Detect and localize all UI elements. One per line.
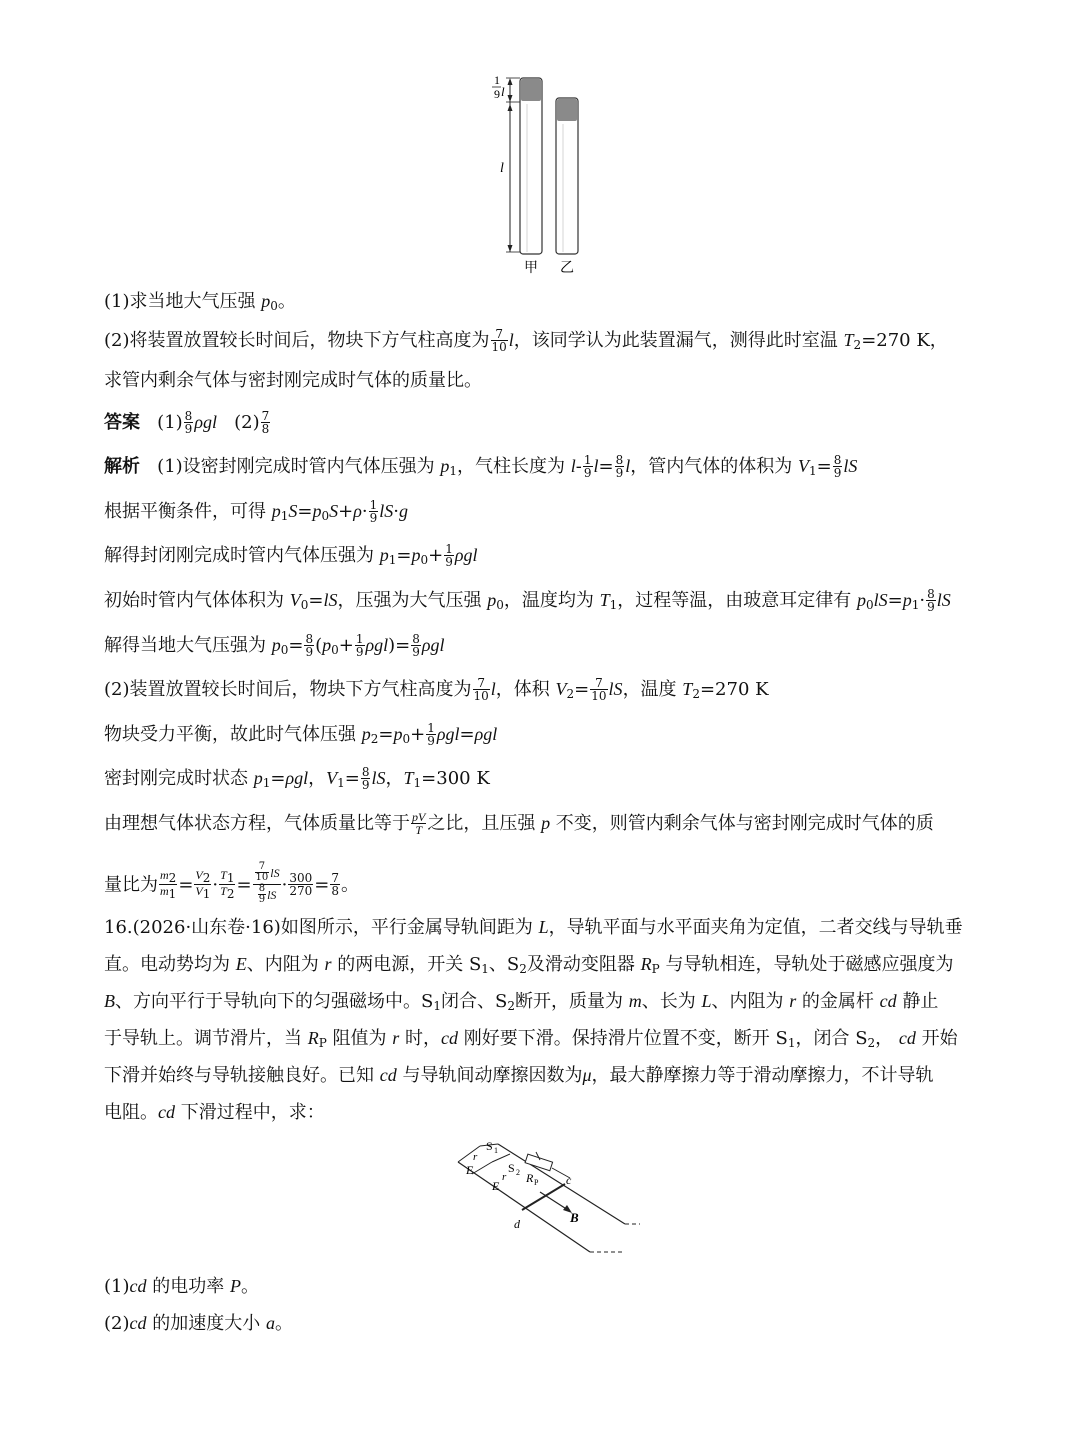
analysis-line-9: 由理想气体状态方程，气体质量比等于 $\frac{pV}{T}$ 之比，且压强 p 不变，则管内剩余气体与密封刚完成时气体的质 [104,809,934,837]
fig2-r1: r [473,1151,478,1163]
q16-line-4: 于导轨上。调节滑片，当 $R_P$ 阻值为 r 时，cd 刚好要下滑。保持滑片位置不变，断开 $S_1$，闭合 $S_2$， cd 开始 [104,1028,958,1050]
analysis-line-8: 密封刚完成时状态 $p_1=\rho gl$，$V_1=$ $\frac{8}{9}$ lS，$T_1=300$ K [104,764,490,792]
fig2-E2: E [492,1179,500,1193]
fig2-r2: r [502,1171,507,1183]
label-l-small: l [501,84,505,99]
label-yi: 乙 [560,260,574,276]
fig2-S1: S [486,1139,493,1153]
label-jia: 甲 [524,260,538,276]
fig2-S1-sub: 1 [494,1146,498,1155]
question-1: (1)求当地大气压强 $p_0$。 [104,291,296,313]
fig2-d: d [514,1217,520,1231]
analysis-line-1: 解析 (1)设密封刚完成时管内气体压强为 $p_1$，气柱长度为 l- $\frac{1}{9}$ l= $\frac{8}{9}$ l，管内气体的体积为 $V_1=$ $\frac{8}{9}$ lS [104,452,858,480]
tube-figure [480,70,600,280]
analysis-label: 解析 [104,456,140,477]
q16-sub-2: (2)cd 的加速度大小 a。 [104,1313,293,1334]
analysis-line-10: 量比为 $\frac{m_2}{m_1}$ = $\frac{V_2}{V_1}$ · $\frac{T_1}{T_2}$ = $\frac{7}{10}$ lS $\frac{8}{9}$ lS · $\frac{300}{270}$ = $\frac{7}{8}$ 。 [104,861,359,905]
label-frac-num: 1 [494,73,500,87]
fig2-R: R [526,1171,534,1185]
analysis-line-4: 初始时管内气体体积为 $V_0=lS$，压强为大气压强 $p_0$，温度均为 $T_1$，过程等温，由玻意耳定律有 $p_0lS=p_1\cdot$ $\frac{8}{9}$ lS [104,586,951,614]
analysis-line-6: (2)装置放置较长时间后，物块下方气柱高度为 $\frac{7}{10}$ l，体积 $V_2=$ $\frac{7}{10}$ lS，温度 $T_2=270$ K [104,675,769,703]
q16-sub-1: (1)cd 的电功率 P。 [104,1276,259,1297]
label-frac-den: 9 [494,87,500,101]
question-2: (2)将装置放置较长时间后，物块下方气柱高度为 $\frac{7}{10}$ l，该同学认为此装置漏气，测得此时室温 $T_2=270$ K， [104,326,948,354]
fig2-E1: E [466,1163,474,1177]
q16-line-1: 16.(2026·山东卷·16)如图所示，平行金属导轨间距为 L，导轨平面与水平面夹角为定值，二者交线与导轨垂 [104,917,963,938]
fig2-B: B [570,1210,579,1225]
q16-line-3: B、方向平行于导轨向下的匀强磁场中。$S_1$闭合、$S_2$断开，质量为 m、长为 L、内阻为 r 的金属杆 cd 静止 [104,991,939,1013]
answer: 答案 (1) $\frac{8}{9}$ ρgl (2) $\frac{7}{8}$ [104,408,270,436]
fig2-c: c [566,1173,572,1187]
q16-line-2: 直。电动势均为 E、内阻为 r 的两电源，开关 $S_1$、$S_2$及滑动变阻器 $R_P$ 与导轨相连，导轨处于磁感应强度为 [104,954,954,976]
question-2-line2: 求管内剩余气体与密封刚完成时气体的质量比。 [104,370,482,391]
analysis-line-7: 物块受力平衡，故此时气体压强 $p_2=p_0+$ $\frac{1}{9}$ ρgl=ρgl [104,720,498,748]
label-l: l [500,161,504,176]
fig2-S2: S [508,1161,515,1175]
answer-label: 答案 [104,412,140,433]
analysis-line-2: 根据平衡条件，可得 $p_1S=p_0S+\rho\cdot$ $\frac{1}{9}$ lS·g [104,497,408,525]
analysis-line-5: 解得当地大气压强为 $p_0=$ $\frac{8}{9}$ ($p_0+$ $\frac{1}{9}$ ρgl)= $\frac{8}{9}$ ρgl [104,631,445,659]
fig2-R-sub: P [534,1178,539,1187]
fig2-S2-sub: 2 [516,1168,520,1177]
rail-circuit-figure [440,1132,640,1262]
analysis-line-3: 解得封闭刚完成时管内气体压强为 $p_1=p_0+$ $\frac{1}{9}$ ρgl [104,541,478,569]
q16-line-6: 电阻。cd 下滑过程中，求： [104,1102,325,1123]
q16-line-5: 下滑并始终与导轨接触良好。已知 cd 与导轨间动摩擦因数为μ，最大静摩擦力等于滑动摩擦力，不计导轨 [104,1065,934,1086]
